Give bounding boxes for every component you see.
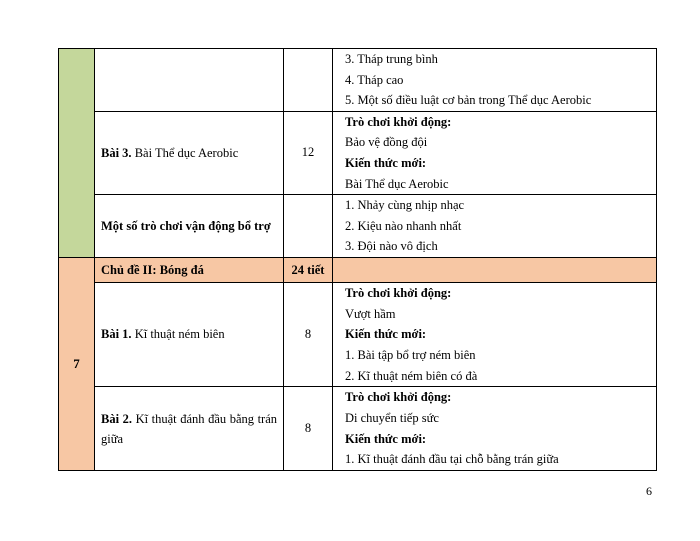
lesson-cell (95, 283, 284, 387)
content-line: 4. Tháp cao (345, 72, 404, 87)
content-line: 2. Kiệu nào nhanh nhất (345, 218, 462, 233)
lesson-name: Kĩ thuật đánh đầu bằng trán giữa (101, 411, 278, 446)
lesson-cell (95, 49, 284, 112)
topic-row (59, 258, 657, 283)
content-line: Bảo vệ đồng đội (345, 135, 428, 150)
content-line: 5. Một số điều luật cơ bản trong Thể dục Aerobic (345, 93, 592, 108)
hours-cell (284, 195, 333, 258)
topic-title: Chủ đề II: Bóng đá (95, 258, 284, 283)
content-heading: Trò chơi khởi động: (345, 114, 452, 129)
table-row (59, 283, 657, 387)
lesson-cell (95, 111, 284, 194)
lesson-name: Kĩ thuật ném biên (131, 327, 225, 342)
content-cell (333, 49, 657, 112)
content-cell (333, 258, 657, 283)
page-number: 6 (646, 484, 652, 498)
content-line: Vượt hầm (345, 306, 396, 321)
content-line: 1. Bài tập bổ trợ ném biên (345, 347, 476, 362)
content-heading: Kiến thức mới: (345, 155, 427, 170)
lesson-cell (95, 387, 284, 471)
week-cell-green (59, 49, 95, 258)
week-number: 7 (59, 258, 95, 471)
content-cell (333, 111, 657, 194)
table-row (59, 387, 657, 471)
content-line: Di chuyển tiếp sức (345, 411, 439, 426)
table-row (59, 49, 657, 112)
content-heading: Trò chơi khởi động: (345, 286, 452, 301)
table-row (59, 195, 657, 258)
hours-cell: 8 (284, 387, 333, 471)
lesson-cell: Một số trò chơi vận động bổ trợ (95, 195, 284, 258)
content-cell (333, 195, 657, 258)
lesson-prefix: Bài 1. (101, 327, 132, 342)
lesson-prefix: Bài 2. (101, 411, 133, 426)
content-heading: Kiến thức mới: (345, 327, 427, 342)
content-line: 1. Nhảy cùng nhịp nhạc (345, 198, 465, 213)
lesson-prefix: Bài 3. (101, 145, 132, 160)
curriculum-table (58, 48, 657, 471)
content-line: 1. Kĩ thuật đánh đầu tại chỗ bằng trán giữa (345, 452, 559, 467)
content-cell (333, 283, 657, 387)
lesson-name: Bài Thể dục Aerobic (131, 145, 239, 160)
content-line: 2. Kĩ thuật ném biên có đà (345, 368, 478, 383)
hours-cell (284, 49, 333, 112)
hours-cell: 12 (284, 111, 333, 194)
content-heading: Trò chơi khởi động: (345, 390, 452, 405)
content-line: 3. Đội nào vô địch (345, 239, 438, 254)
topic-hours: 24 tiết (284, 258, 333, 283)
content-line: Bài Thể dục Aerobic (345, 176, 449, 191)
hours-cell: 8 (284, 283, 333, 387)
content-heading: Kiến thức mới: (345, 431, 427, 446)
table-row (59, 111, 657, 194)
content-line: 3. Tháp trung bình (345, 52, 438, 66)
content-cell (333, 387, 657, 471)
